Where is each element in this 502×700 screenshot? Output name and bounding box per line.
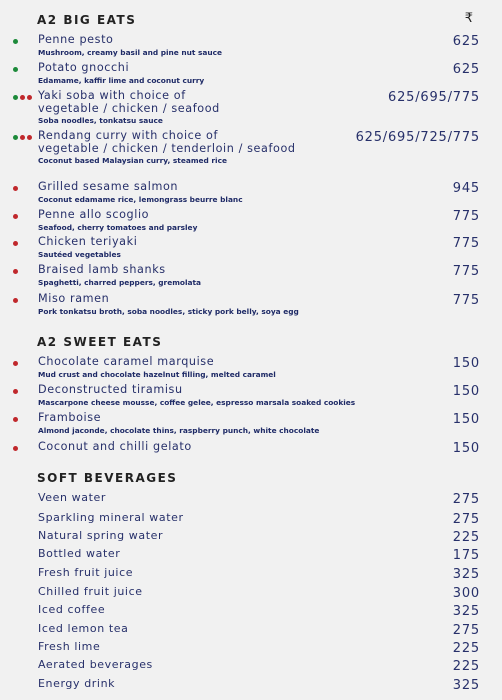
item-price: 275 [452,623,480,638]
item-price: 275 [452,512,480,527]
veg-dot-icon [13,95,18,100]
nonveg-dot-icon [13,186,18,191]
item-description: Spaghetti, charred peppers, gremolata [38,278,202,287]
nonveg-dot-icon [13,241,18,246]
diet-indicator [13,389,20,395]
item-name: Chocolate caramel marquise [38,355,215,368]
item-name: Penne allo scoglio [38,208,150,221]
nonveg-dot-icon [13,361,18,366]
diet-indicator [13,186,20,192]
item-name: Braised lamb shanks [38,263,166,276]
diet-indicator [13,214,20,220]
item-name: Coconut and chilli gelato [38,440,192,453]
item-name: Bottled water [38,547,121,560]
item-description: Soba noodles, tonkatsu sauce [38,116,163,125]
item-description: Mascarpone cheese mousse, coffee gelee, espresso marsala soaked cookies [38,398,356,407]
item-price: 150 [452,356,480,371]
item-price: 300 [452,586,480,601]
item-name: Natural spring water [38,529,164,542]
item-price: 775 [452,236,480,251]
nonveg-dot-icon [20,135,25,140]
item-description: Mud crust and chocolate hazelnut filling, melted caramel [38,370,276,379]
item-price: 775 [452,264,480,279]
item-price: 625/695/775 [388,90,480,105]
item-description: Almond jaconde, chocolate thins, raspberry punch, white chocolate [38,426,320,435]
item-price: 225 [452,659,480,674]
diet-indicator [13,39,20,45]
item-price: 625/695/725/775 [355,130,480,145]
item-price: 625 [452,34,480,49]
diet-indicator [13,241,20,247]
item-description: Pork tonkatsu broth, soba noodles, sticky pork belly, soya egg [38,307,299,316]
item-name: Iced lemon tea [38,622,129,635]
item-name: Yaki soba with choice of vegetable / chicken / seafood [38,89,220,115]
item-name: Deconstructed tiramisu [38,383,183,396]
nonveg-dot-icon [20,95,25,100]
item-name: Rendang curry with choice of vegetable / chicken / tenderloin / seafood [38,129,296,155]
diet-indicator [13,446,20,452]
item-name: Framboise [38,411,102,424]
nonveg-dot-icon [13,214,18,219]
nonveg-dot-icon [27,95,32,100]
item-name: Iced coffee [38,603,106,616]
section-title: A2 BIG EATS [37,13,137,27]
item-price: 625 [452,62,480,77]
diet-indicator [13,361,20,367]
item-name: Veen water [38,491,107,504]
nonveg-dot-icon [13,417,18,422]
item-description: Seafood, cherry tomatoes and parsley [38,223,198,232]
veg-dot-icon [13,39,18,44]
nonveg-dot-icon [13,446,18,451]
item-name: Aerated beverages [38,658,153,671]
nonveg-dot-icon [27,135,32,140]
item-name: Sparkling mineral water [38,511,184,524]
item-name: Fresh fruit juice [38,566,134,579]
item-price: 225 [452,530,480,545]
item-price: 150 [452,384,480,399]
currency-symbol: ₹ [464,11,473,26]
item-price: 325 [452,604,480,619]
item-price: 325 [452,678,480,693]
item-price: 325 [452,567,480,582]
item-price: 275 [452,492,480,507]
diet-indicator [13,67,20,73]
item-price: 775 [452,293,480,308]
item-description: Coconut edamame rice, lemongrass beurre blanc [38,195,243,204]
item-name: Fresh lime [38,640,101,653]
nonveg-dot-icon [13,298,18,303]
diet-indicator [13,269,20,275]
diet-indicator [13,417,20,423]
item-price: 775 [452,209,480,224]
item-name: Chicken teriyaki [38,235,138,248]
section-title: A2 SWEET EATS [37,335,163,349]
veg-dot-icon [13,135,18,140]
item-name: Chilled fruit juice [38,585,143,598]
diet-indicator [13,298,20,304]
item-price: 150 [452,441,480,456]
item-name: Miso ramen [38,292,110,305]
item-price: 225 [452,641,480,656]
item-price: 150 [452,412,480,427]
item-description: Edamame, kaffir lime and coconut curry [38,76,205,85]
diet-indicator [13,135,34,141]
item-name: Potato gnocchi [38,61,130,74]
item-description: Mushroom, creamy basil and pine nut sauce [38,48,223,57]
item-price: 175 [452,548,480,563]
item-name: Energy drink [38,677,116,690]
nonveg-dot-icon [13,389,18,394]
nonveg-dot-icon [13,269,18,274]
item-description: Coconut based Malaysian curry, steamed rice [38,156,227,165]
item-name: Penne pesto [38,33,114,46]
diet-indicator [13,95,34,101]
veg-dot-icon [13,67,18,72]
item-description: Sautéed vegetables [38,250,121,259]
item-price: 945 [452,181,480,196]
item-name: Grilled sesame salmon [38,180,179,193]
section-title: SOFT BEVERAGES [37,471,178,485]
